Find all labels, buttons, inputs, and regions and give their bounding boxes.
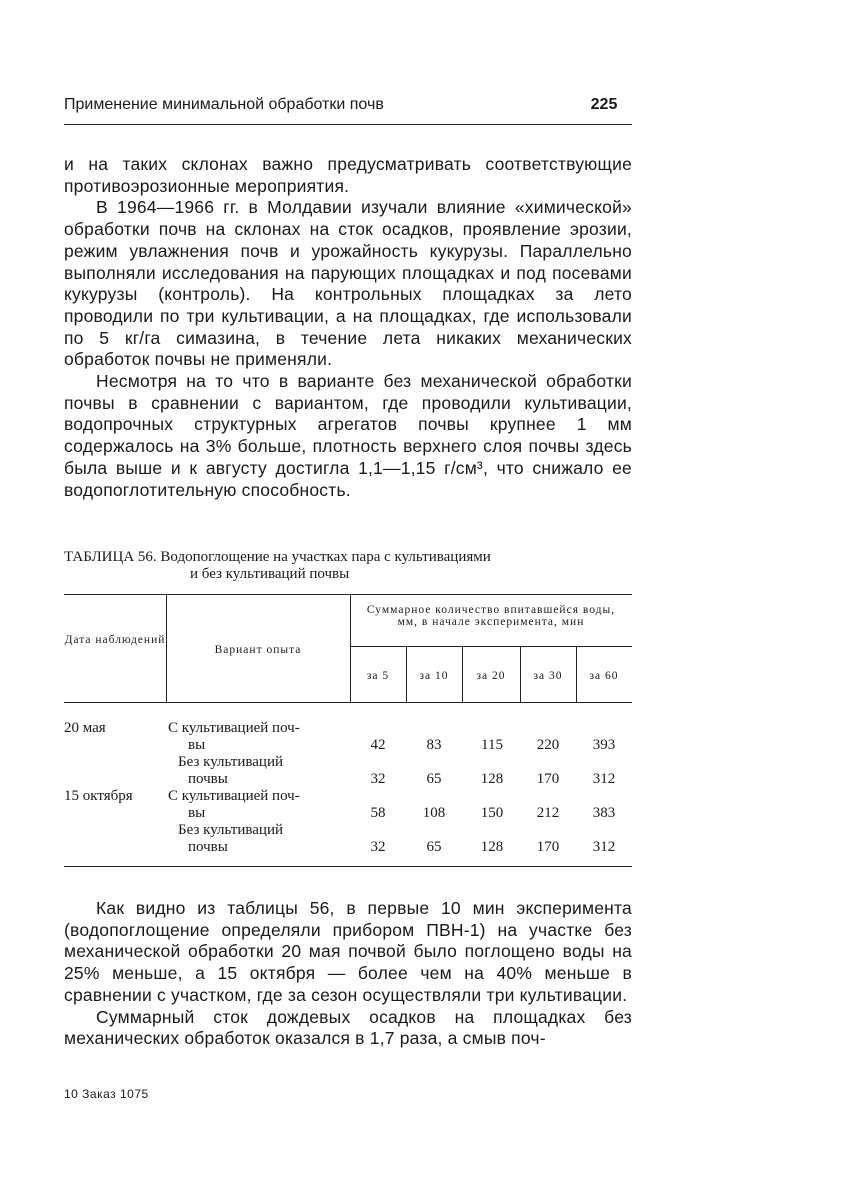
cell-value: 128 [480,771,504,787]
table-top-rule [64,594,632,595]
cell-value: 312 [592,839,616,855]
running-title: Применение минимальной обработки почв [64,96,384,113]
page-number: 225 [590,96,618,113]
cell-value: 115 [481,737,503,753]
text-block-top [64,154,632,501]
cell-value: 170 [536,839,560,855]
data-table [64,594,632,866]
table-header-rule [64,702,632,703]
cell-value: 312 [592,771,616,787]
subheader-30: за 30 [533,670,563,682]
cell-value: 65 [426,839,442,855]
variant-line: вы [188,805,206,821]
paragraph: Суммарный сток дождевых осадков на площадках без механических обработок оказался в 1,7 раза, а смыв поч- [64,1006,632,1049]
cell-value: 150 [480,805,504,821]
variant-line: вы [188,737,206,753]
header-group: Суммарное количество впитавшейся воды, мм, в начале эксперимента, мин [366,604,616,628]
cell-value: 393 [592,737,616,753]
cell-value: 128 [480,839,504,855]
variant-line: С культивацией поч- [168,788,300,804]
header-date: Дата наблюдений [64,634,166,646]
table-caption [64,549,640,583]
subheader-60: за 60 [589,670,619,682]
cell-date: 15 октября [64,788,133,804]
header-variant: Вариант опыта [214,644,302,656]
table-caption-line: ТАБЛИЦА 56. Водопоглощение на участках пара с культивациями [64,549,491,565]
cell-value: 58 [370,805,386,821]
paragraph: и на таких склонах важно предусматривать соответствующие противоэрозионные мероприятия. [64,154,632,196]
cell-date: 20 мая [64,720,106,736]
cell-value: 170 [536,771,560,787]
cell-value: 212 [536,805,560,821]
table-bottom-rule [64,866,632,867]
cell-value: 108 [422,805,446,821]
paragraph: Несмотря на то что в варианте без механической обработки почвы в сравнении с вариантом, где проводили культивации, водопрочных структурных агрегатов почвы крупнее 1 мм содержалось на 3% больше, плотность верхнего слоя почвы здесь была выше и к августу достигла 1,1—1,15 г/см³, что снижало ее водопоглотительную способность. [64,371,632,500]
subheader-10: за 10 [419,670,449,682]
cell-variant [168,822,352,856]
cell-value: 83 [426,737,442,753]
cell-variant [168,754,352,788]
column-divider [350,594,351,702]
paragraph: В 1964—1966 гг. в Молдавии изучали влияние «химической» обработки почв на склонах на сток осадков, проявление эрозии, режим увлажнения почв и урожайность кукурузы. Параллельно выполняли исследования на парующих площадках и под посевами кукурузы (контроль). На контрольных площадках за лето проводили по три культивации, а на площадках, где использовали по 5 кг/га симазина, в течение лета никаких механических обработок почвы не применяли. [64,197,632,370]
cell-value: 42 [370,737,386,753]
subheader-5: за 5 [366,670,390,682]
cell-variant [168,720,352,754]
cell-value: 32 [370,771,386,787]
variant-line: почвы [188,839,228,855]
cell-value: 65 [426,771,442,787]
header-rule [64,124,632,125]
cell-variant [168,788,352,822]
subheader-rule [350,646,632,647]
variant-line: Без культиваций [178,822,284,838]
running-header [64,96,632,114]
cell-value: 32 [370,839,386,855]
variant-line: почвы [188,771,228,787]
cell-value: 220 [536,737,560,753]
table-caption-line: и без культиваций почвы [190,566,350,582]
paragraph: Как видно из таблицы 56, в первые 10 мин эксперимента (водопоглощение определяли прибором ПВН-1) на участке без механической обработки 20 мая почвой было поглощено воды на 25% меньше, а 15 октября — более чем на 40% меньше в сравнении с участком, где за сезон осуществляли три культивации. [64,898,632,1005]
cell-value: 383 [592,805,616,821]
print-signature: 10 Заказ 1075 [64,1087,149,1101]
variant-line: С культивацией поч- [168,720,300,736]
text-block-bottom [64,898,632,1050]
subheader-20: за 20 [476,670,506,682]
variant-line: Без культиваций [178,754,284,770]
